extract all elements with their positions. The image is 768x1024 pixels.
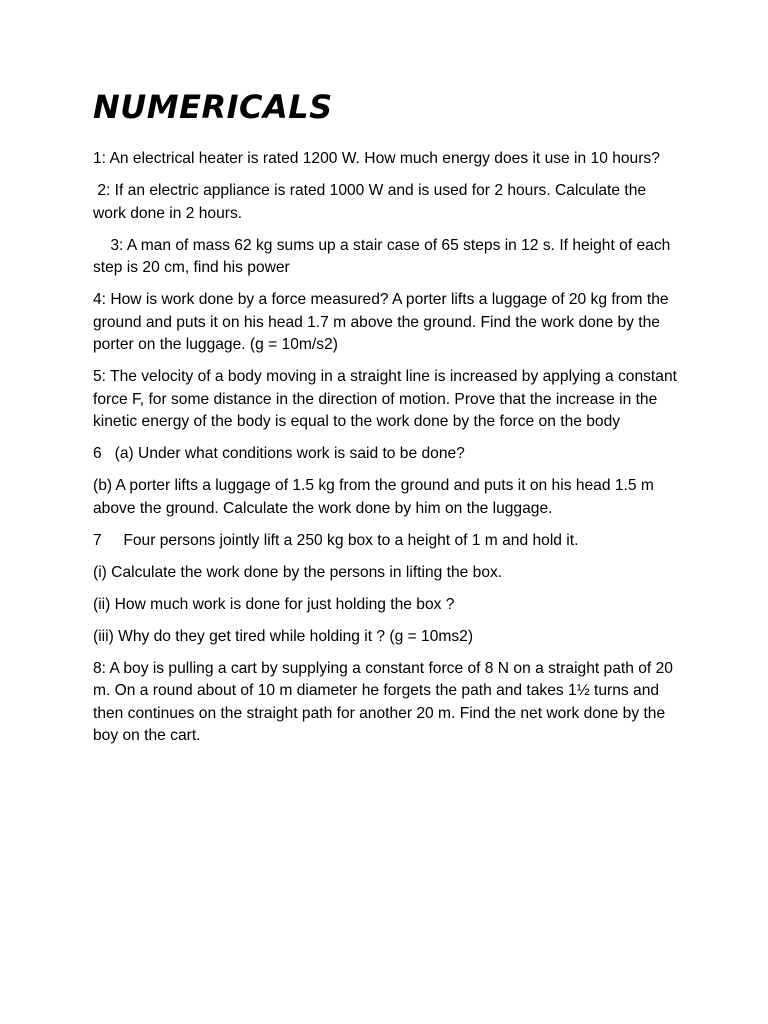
question-5: 5: The velocity of a body moving in a straight line is increased by applying a constant force F, for some distance in the direction of motion. Prove that the increase in the kinetic energy of the body is equal to the work done by the force on the body [93,368,682,430]
document-page [93,82,683,757]
question-2: 2: If an electric appliance is rated 1000 W and is used for 2 hours. Calculate the work done in 2 hours. [93,182,651,222]
question-1: 1: An electrical heater is rated 1200 W. How much energy does it use in 10 hours? [93,150,660,167]
question-6b: (b) A porter lifts a luggage of 1.5 kg from the ground and puts it on his head 1.5 m above the ground. Calculate the work done by him on the luggage. [93,477,659,517]
question-6a: 6 (a) Under what conditions work is said to be done? [93,445,465,462]
question-7-ii: (ii) How much work is done for just holding the box ? [93,595,455,613]
question-7-iii: (iii) Why do they get tired while holding it ? (g = 10ms2) [93,627,474,645]
question-7-i: (i) Calculate the work done by the persons in lifting the box. [93,563,503,581]
question-8: 8: A boy is pulling a cart by supplying a constant force of 8 N on a straight path of 20 m. On a round about of 10 m diameter he forgets the path and takes 1½ turns and then continues on the straight path for another 20 m. Find the net work done by the boy on the cart. [93,659,678,744]
question-4: 4: How is work done by a force measured? A porter lifts a luggage of 20 kg from the ground and puts it on his head 1.7 m above the ground. Find the work done by the porter on the luggage. (g = 10m/s2) [93,291,673,353]
question-7: 7 Four persons jointly lift a 250 kg box to a height of 1 m and hold it. [93,531,579,549]
question-3: 3: A man of mass 62 kg sums up a stair case of 65 steps in 12 s. If height of each step is 20 cm, find his power [93,236,675,276]
document-title: NUMERICALS [93,88,333,126]
